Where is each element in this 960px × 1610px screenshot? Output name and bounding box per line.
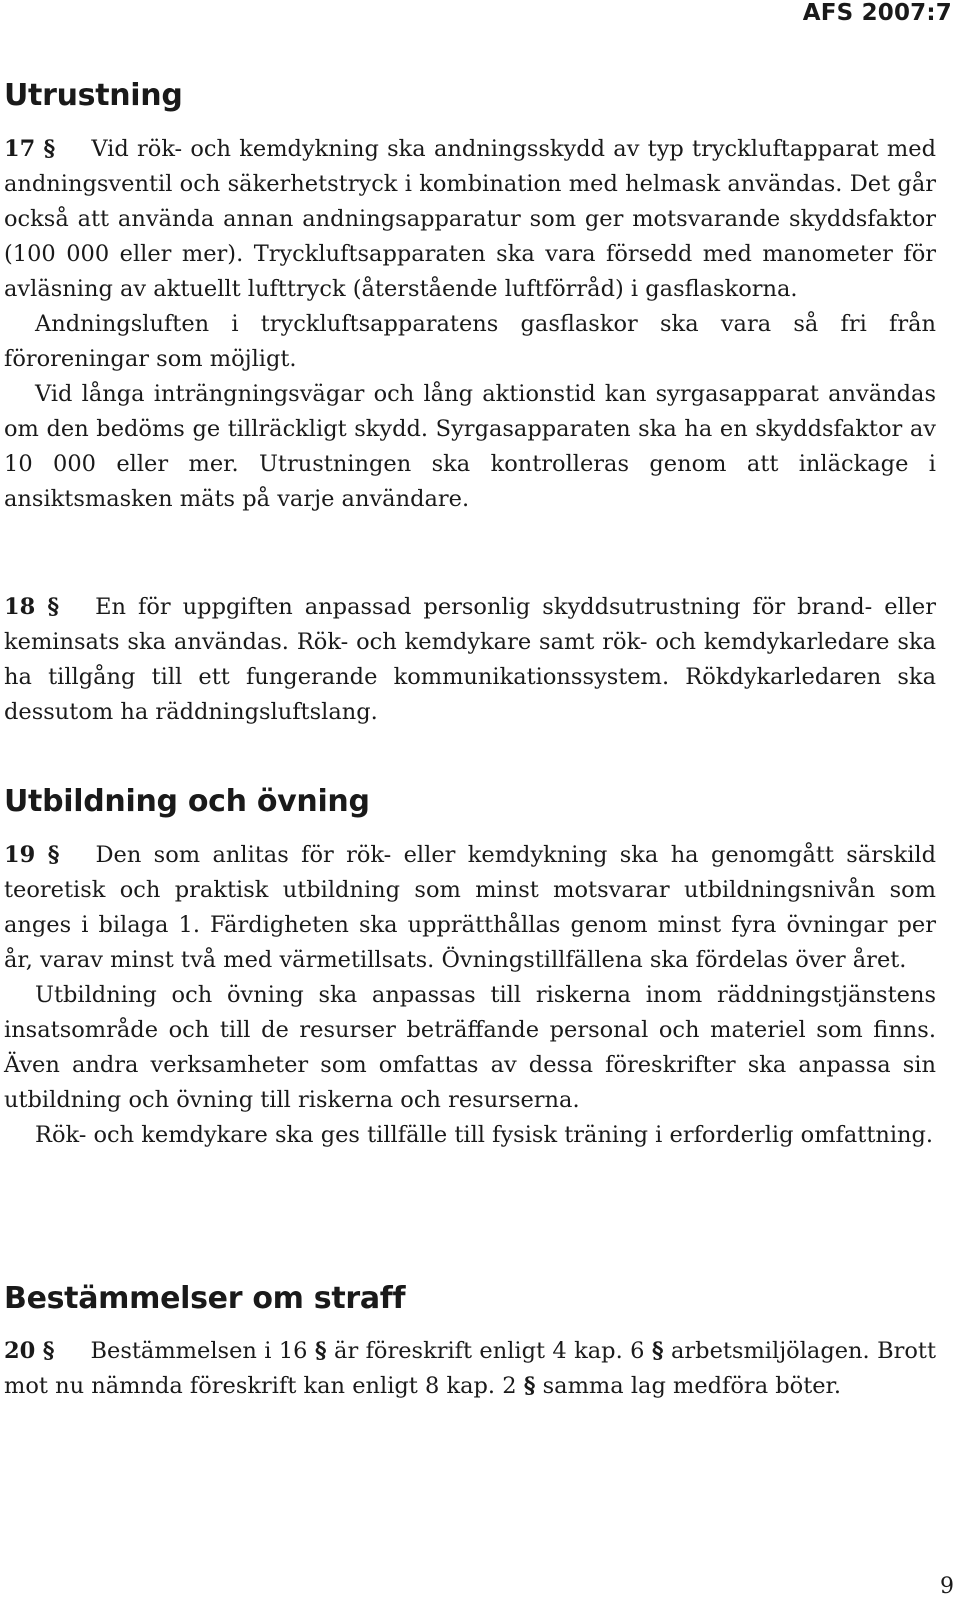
page-number: 9	[940, 1574, 954, 1599]
section-18	[4, 590, 936, 730]
paragraph-text: Den som anlitas för rök- eller kemdykning ska ha genomgått särskild teoretisk och praktisk utbildning som minst motsvarar utbildningsnivån som anges i bilaga 1. Färdigheten ska upprätthållas genom minst fyra övningar per år, varav minst två med värmetillsats. Övningstillfällena ska fördelas över året.	[4, 842, 937, 973]
paragraph-number: 17	[4, 136, 36, 162]
heading-straff: Bestämmelser om straff	[4, 1281, 406, 1316]
heading-utrustning: Utrustning	[4, 78, 183, 113]
paragraph-17-2: Andningsluften i tryckluftsapparatens gasflaskor ska vara så fri från föroreningar som möjligt.	[4, 311, 936, 372]
paragraph-19-3: Rök- och kemdykare ska ges tillfälle till fysisk träning i erforderlig omfattning.	[35, 1122, 934, 1148]
paragraph-19-1	[4, 838, 936, 978]
paragraph-text-b: är föreskrift enligt 4 kap. 6	[334, 1338, 645, 1364]
section-20	[4, 1334, 936, 1404]
section-19	[4, 838, 936, 1153]
document-code: AFS 2007:7	[802, 0, 952, 26]
paragraph-20-1	[4, 1334, 936, 1404]
section-sign: §	[47, 594, 60, 620]
section-sign: §	[42, 1338, 55, 1364]
paragraph-text-c: arbetsmiljölagen. Brott mot nu nämnda föreskrift kan enligt 8 kap. 2	[4, 1338, 937, 1399]
heading-utbildning: Utbildning och övning	[4, 784, 370, 819]
section-sign: §	[47, 842, 60, 868]
paragraph-number: 18	[4, 594, 36, 620]
paragraph-17-3: Vid långa inträngningsvägar och lång aktionstid kan syrgasapparat användas om den bedöms ge tillräckligt skydd. Syrgasapparaten ska ha en skyddsfaktor av 10 000 eller mer. Utrustningen ska kontrolleras genom att inläckage i ansiktsmasken mäts på varje användare.	[4, 381, 936, 512]
paragraph-text-d: samma lag medföra böter.	[542, 1373, 841, 1399]
section-sign-inline: §	[651, 1338, 664, 1364]
paragraph-text-a: Bestämmelsen i 16	[90, 1338, 308, 1364]
paragraph-number: 19	[4, 842, 36, 868]
paragraph-19-2: Utbildning och övning ska anpassas till riskerna inom räddningstjänstens insatsområde och till de resurser beträffande personal och materiel som finns. Även andra verksamheter som omfattas av dessa föreskrifter ska anpassa sin utbildning och övning till riskerna och resurserna.	[4, 982, 936, 1113]
paragraph-17-1	[4, 132, 936, 307]
section-17	[4, 132, 936, 517]
section-sign: §	[43, 136, 56, 162]
paragraph-text: En för uppgiften anpassad personlig skyddsutrustning för brand- eller keminsats ska användas. Rök- och kemdykare samt rök- och kemdykarledare ska ha tillgång till ett fungerande kommunikationssystem. Rökdykarledaren ska dessutom ha räddningsluftslang.	[4, 594, 936, 725]
paragraph-18-1	[4, 590, 936, 730]
paragraph-number: 20	[4, 1338, 36, 1364]
paragraph-text: Vid rök- och kemdykning ska andningsskydd av typ tryckluftapparat med andningsventil och säkerhetstryck i kombination med helmask användas. Det går också att använda annan andningsapparatur som ger motsvarande skyddsfaktor (100 000 eller mer). Tryckluftsapparaten ska vara försedd med manometer för avläsning av aktuellt lufttryck (återstående luftförråd) i gasflaskorna.	[4, 136, 936, 302]
section-sign-inline: §	[314, 1338, 327, 1364]
section-sign-inline: §	[523, 1373, 536, 1399]
